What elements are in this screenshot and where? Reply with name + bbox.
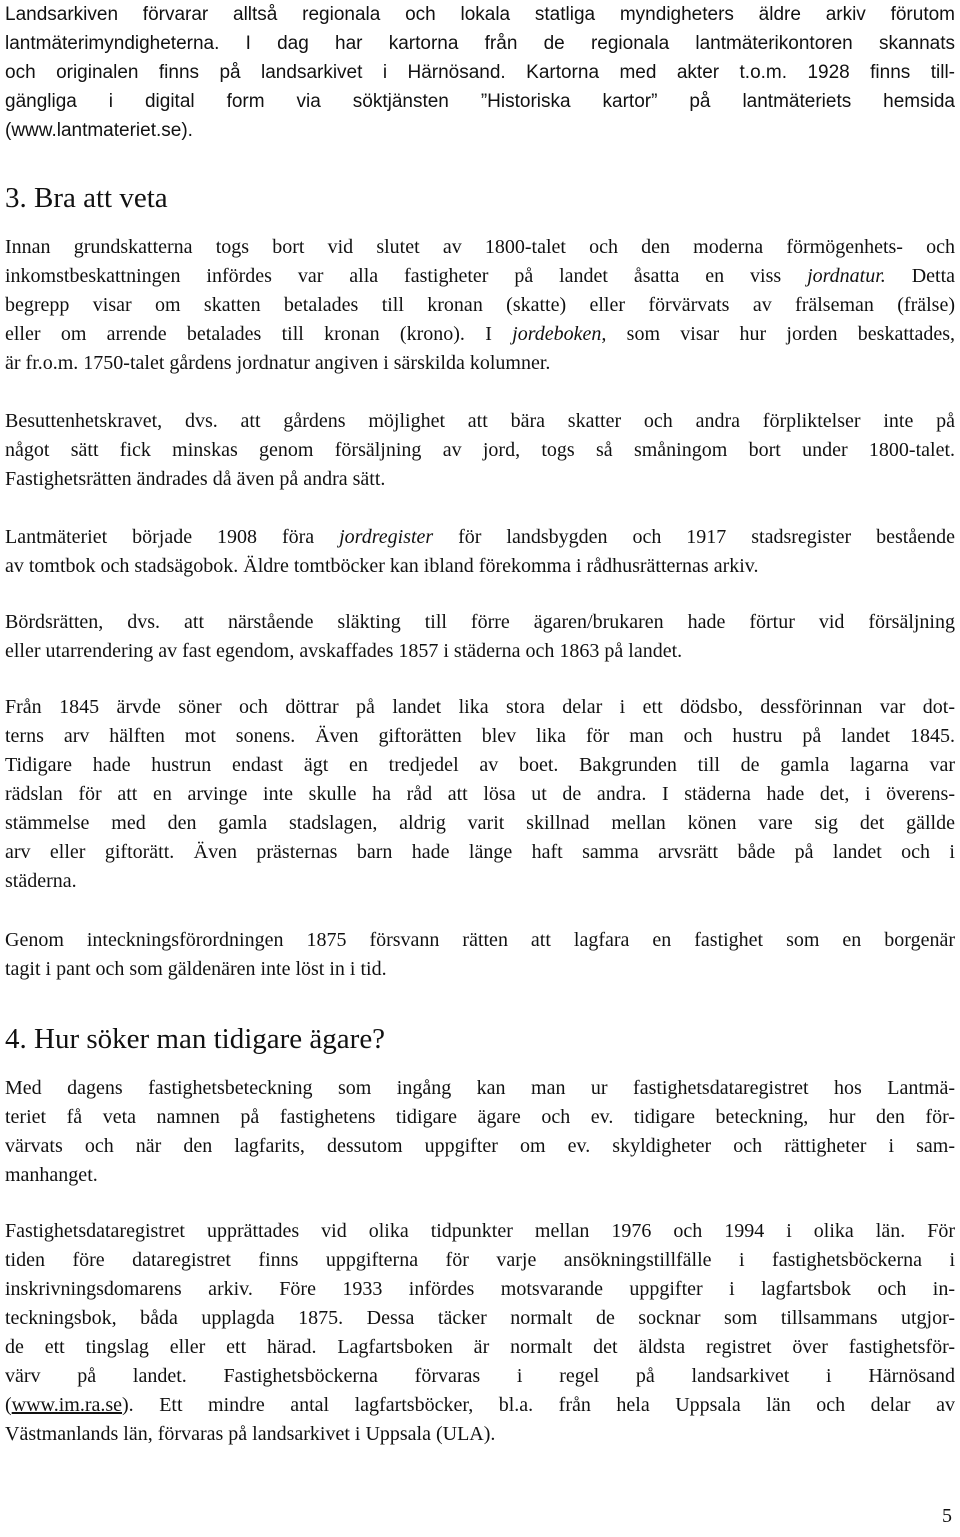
text-line: [5, 320, 955, 349]
text-line: tagit i pant och som gäldenären inte löst in i tid.: [5, 958, 387, 980]
text-run: (: [5, 1394, 12, 1416]
text-line: värv på landet. Fastighetsböckerna förvaras i regel på landsarkivet i Härnösand: [5, 1365, 955, 1387]
website-link[interactable]: www.im.ra.se: [11, 1394, 123, 1416]
paragraph-besuttenhetskravet: [5, 407, 955, 494]
text-line: de ett tingslag eller ett härad. Lagfartsboken är normalt det äldsta registret över fastighetsför-: [5, 1336, 955, 1358]
text-run: inkomstbeskattningen infördes var alla fastigheter på landet åsatta en viss: [5, 265, 808, 287]
text-line: är fr.o.m. 1750-talet gårdens jordnatur angiven i särskilda kolumner.: [5, 352, 551, 374]
emphasis-term: jordregister: [339, 526, 434, 548]
section-heading-3: 3. Bra att veta: [5, 182, 168, 214]
text-line: teckningsbok, båda upplagda 1875. Dessa täcker normalt de socknar som tillsammans utgjor-: [5, 1307, 955, 1329]
paragraph-fastighetsdataregistret: [5, 1217, 955, 1449]
text-line: städerna.: [5, 870, 77, 892]
text-line: något sätt fick minskas genom försäljning av jord, togs så småningom bort under 1800-talet.: [5, 439, 955, 461]
text-line: [5, 523, 955, 552]
text-run: Detta: [885, 265, 955, 287]
text-line: Med dagens fastighetsbeteckning som ingång kan man ur fastighetsdataregistret hos Lantmä-: [5, 1077, 955, 1099]
text-run: som visar hur jorden beskattades,: [606, 323, 955, 345]
text-line: rädslan för att en arvinge inte skulle ha råd att lösa ut de andra. I städerna hade det, i överens-: [5, 783, 955, 805]
emphasis-term: jordnatur.: [807, 265, 886, 287]
text-line: och originalen finns på landsarkivet i Härnösand. Kartorna med akter t.o.m. 1928 finns till-: [5, 62, 955, 83]
section-heading-4: 4. Hur söker man tidigare ägare?: [5, 1023, 386, 1055]
text-line: Landsarkiven förvarar alltså regionala och lokala statliga myndigheters äldre arkiv förutom: [5, 4, 955, 25]
text-run: ). Ett mindre antal lagfartsböcker, bl.a. från hela Uppsala län och delar av: [122, 1394, 955, 1416]
text-line: Tidigare hade hustrun endast ägt en tredjedel av boet. Bakgrunden till de gamla lagarna var: [5, 754, 955, 776]
text-run: Lantmäteriet började 1908 föra: [5, 526, 340, 548]
paragraph-arvsratt: [5, 693, 955, 896]
paragraph-fastighetsbeteckning: [5, 1074, 955, 1190]
emphasis-term: jordeboken,: [512, 323, 607, 345]
page-number: 5: [942, 1505, 952, 1527]
text-line: lantmäterimyndigheterna. I dag har kartorna från de regionala lantmäterikontoren skannats: [5, 33, 955, 54]
text-line: [5, 262, 955, 291]
text-line: gängliga i digital form via söktjänsten ”Historiska kartor” på lantmäteriets hemsida: [5, 91, 955, 112]
text-line: värvats och när den lagfarits, dessutom uppgifter om ev. skyldigheter och rättigheter i sam-: [5, 1135, 955, 1157]
text-line: Bördsrätten, dvs. att närstående släkting till förre ägaren/brukaren hade förtur vid försäljning: [5, 611, 955, 633]
text-line: (www.lantmateriet.se).: [5, 120, 193, 141]
text-line: terns arv hälften mot sonens. Även giftorätten blev lika för man och hustru på landet 1845.: [5, 725, 955, 747]
text-line: Fastighetsrätten ändrades då även på andra sätt.: [5, 468, 386, 490]
paragraph-jordnatur: [5, 233, 955, 378]
paragraph-jordregister: [5, 523, 955, 581]
text-line: tiden före dataregistret finns uppgifterna för varje ansökningstillfälle i fastighetsböckerna i: [5, 1249, 955, 1271]
text-run: eller om arrende betalades till kronan (krono). I: [5, 323, 513, 345]
text-line: Västmanlands län, förvaras på landsarkivet i Uppsala (ULA).: [5, 1423, 496, 1445]
text-line: begrepp visar om skatten betalades till kronan (skatte) eller förvärvats av frälseman (frälse): [5, 294, 955, 316]
text-line: eller utarrendering av fast egendom, avskaffades 1857 i städerna och 1863 på landet.: [5, 640, 683, 662]
text-line: Genom inteckningsförordningen 1875 försvann rätten att lagfara en fastighet som en borgenär: [5, 929, 955, 951]
paragraph-bordsratten: [5, 608, 955, 666]
text-line: arv eller giftorätt. Även prästernas barn hade länge haft samma arvsrätt både på landet och i: [5, 841, 955, 863]
text-line: Innan grundskatterna togs bort vid slutet av 1800-talet och den moderna förmögenhets- och: [5, 236, 955, 258]
paragraph-inteckning: [5, 926, 955, 984]
text-line: teriet få veta namnen på fastighetens tidigare ägare och ev. tidigare beteckning, hur den för-: [5, 1106, 955, 1128]
intro-paragraph: [5, 0, 955, 145]
text-line: stämmelse med den gamla stadslagen, aldrig varit skillnad mellan könen vare sig det gällde: [5, 812, 955, 834]
text-line: Fastighetsdataregistret upprättades vid olika tidpunkter mellan 1976 och 1994 i olika län. För: [5, 1220, 955, 1242]
text-line: manhanget.: [5, 1164, 98, 1186]
text-line: inskrivningsdomarens arkiv. Före 1933 infördes motsvarande uppgifter i lagfartsbok och in-: [5, 1278, 955, 1300]
text-line: av tomtbok och stadsägobok. Äldre tomtböcker kan ibland förekomma i rådhusrätternas arkiv.: [5, 555, 759, 577]
text-run: för landsbygden och 1917 stadsregister bestående: [433, 526, 955, 548]
text-line: [5, 1391, 955, 1420]
text-line: Från 1845 ärvde söner och döttrar på landet lika stora delar i ett dödsbo, dessförinnan var dot-: [5, 696, 955, 718]
text-line: Besuttenhetskravet, dvs. att gårdens möjlighet att bära skatter och andra förpliktelser inte på: [5, 410, 955, 432]
